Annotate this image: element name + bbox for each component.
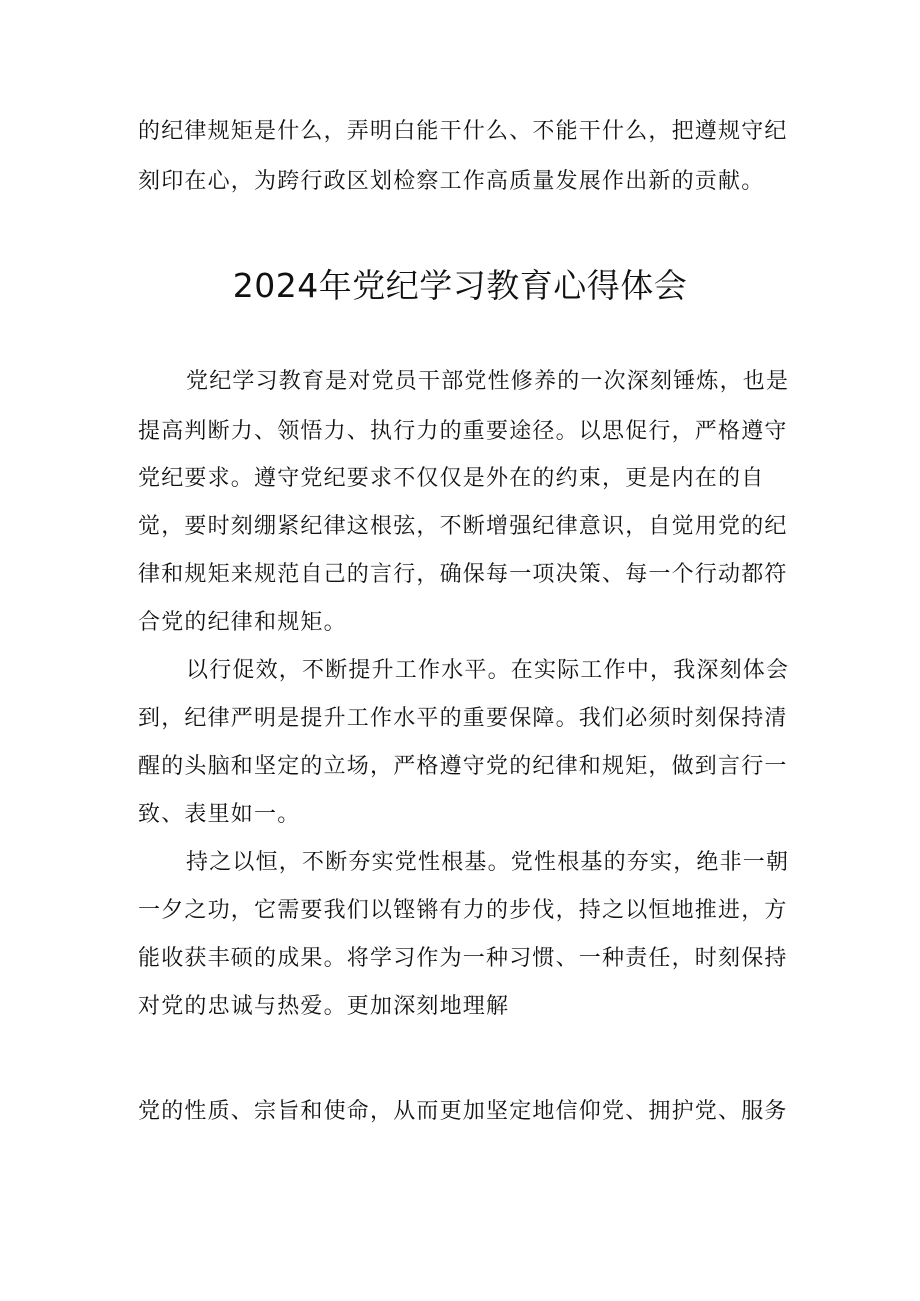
- paragraph-3-line: 能收获丰硕的成果。将学习作为一种习惯、一种责任，时刻保持: [138, 946, 788, 971]
- top-paragraph-line: 刻印在心，为跨行政区划检察工作高质量发展作出新的贡献。: [138, 169, 765, 194]
- paragraph-1-line: 党纪学习教育是对党员干部党性修养的一次深刻锤炼，也是: [186, 369, 790, 394]
- paragraph-2-line: 以行促效，不断提升工作水平。在实际工作中，我深刻体会: [186, 658, 790, 683]
- paragraph-3-line: 持之以恒，不断夯实党性根基。党性根基的夯实，绝非一朝: [186, 850, 790, 875]
- continuation-line: 党的性质、宗旨和使命，从而更加坚定地信仰党、拥护党、服务: [138, 1099, 788, 1124]
- top-paragraph-line: 的纪律规矩是什么，弄明白能干什么、不能干什么，把遵规守纪: [138, 119, 788, 144]
- document-title: 2024年党纪学习教育心得体会: [232, 266, 688, 305]
- paragraph-1-line: 党纪要求。遵守党纪要求不仅仅是外在的约束，更是内在的自: [138, 466, 765, 491]
- paragraph-2-line: 到，纪律严明是提升工作水平的重要保障。我们必须时刻保持清: [138, 706, 788, 731]
- paragraph-3-line: 一夕之功，它需要我们以铿锵有力的步伐，持之以恒地推进，方: [138, 898, 788, 923]
- paragraph-3-line: 对党的忠诚与热爱。更加深刻地理解: [138, 994, 510, 1019]
- paragraph-1-line: 合党的纪律和规矩。: [138, 610, 347, 635]
- paragraph-1-line: 提高判断力、领悟力、执行力的重要途径。以思促行，严格遵守: [138, 419, 788, 444]
- paragraph-2-line: 醒的头脑和坚定的立场，严格遵守党的纪律和规矩，做到言行一: [138, 754, 788, 779]
- paragraph-1-line: 律和规矩来规范自己的言行，确保每一项决策、每一个行动都符: [138, 562, 788, 587]
- paragraph-2-line: 致、表里如一。: [138, 802, 301, 827]
- paragraph-1-line: 觉，要时刻绷紧纪律这根弦，不断增强纪律意识，自觉用党的纪: [138, 514, 788, 539]
